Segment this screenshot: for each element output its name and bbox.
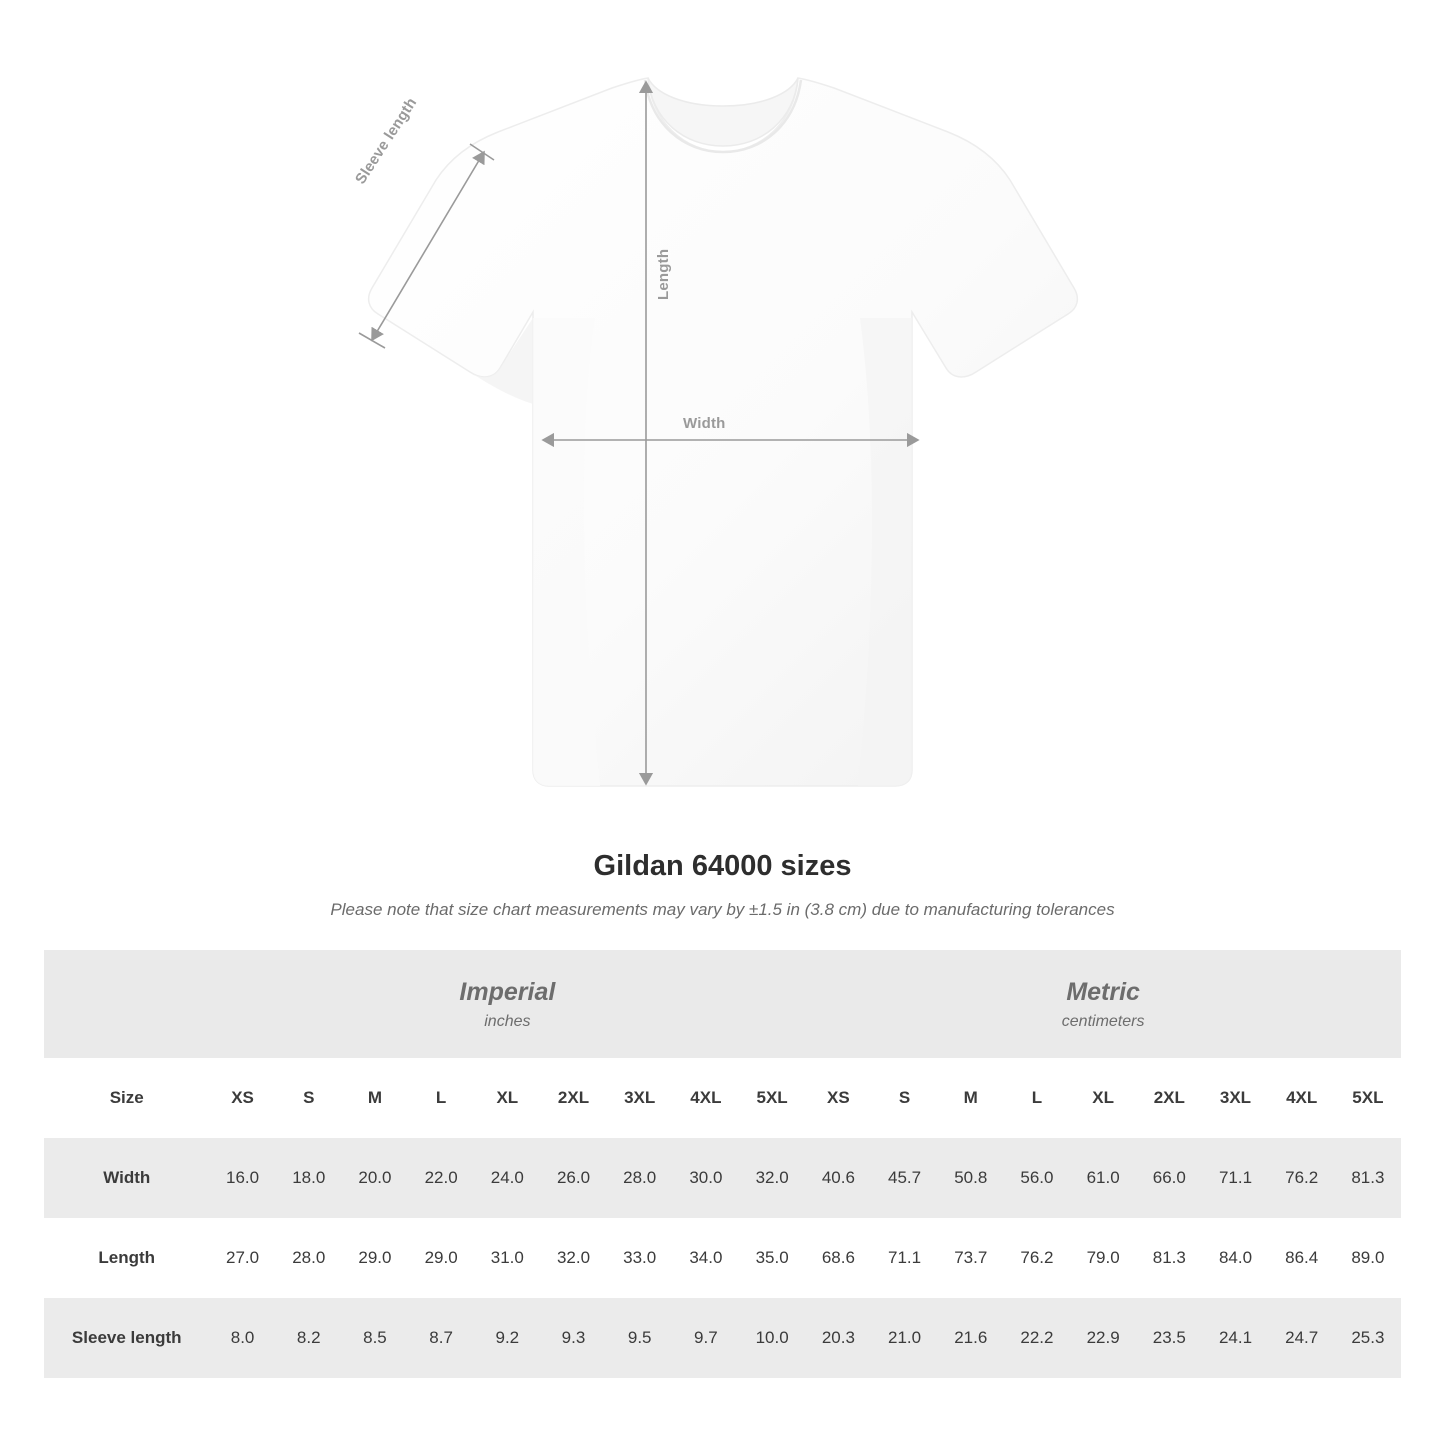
table-cell: 32.0 <box>540 1218 606 1298</box>
size-table <box>44 950 1401 1378</box>
table-cell: 8.5 <box>342 1298 408 1378</box>
size-header-row <box>44 1058 1401 1138</box>
unit-header-row <box>44 950 1401 1058</box>
table-cell: 71.1 <box>1202 1138 1268 1218</box>
size-column-header: 3XL <box>1202 1058 1268 1138</box>
table-cell: 24.7 <box>1269 1298 1335 1378</box>
table-row <box>44 1298 1401 1378</box>
length-dimension-label: Length <box>655 248 672 300</box>
table-cell: 86.4 <box>1269 1218 1335 1298</box>
table-cell: 28.0 <box>607 1138 673 1218</box>
width-dimension-label: Width <box>683 415 726 432</box>
table-cell: 25.3 <box>1335 1298 1401 1378</box>
unit-group-metric-name: Metric <box>1066 978 1140 1007</box>
title-block <box>0 850 1445 920</box>
unit-group-imperial-sub: inches <box>484 1012 531 1030</box>
size-column-header: XL <box>1070 1058 1136 1138</box>
table-cell: 27.0 <box>209 1218 275 1298</box>
table-row <box>44 1218 1401 1298</box>
size-column-header: 3XL <box>607 1058 673 1138</box>
table-cell: 9.2 <box>474 1298 540 1378</box>
table-cell: 22.0 <box>408 1138 474 1218</box>
size-column-header: XL <box>474 1058 540 1138</box>
table-cell: 32.0 <box>739 1138 805 1218</box>
size-column-header: 2XL <box>540 1058 606 1138</box>
size-column-header: M <box>938 1058 1004 1138</box>
table-cell: 9.5 <box>607 1298 673 1378</box>
table-cell: 66.0 <box>1136 1138 1202 1218</box>
table-cell: 33.0 <box>607 1218 673 1298</box>
table-cell: 79.0 <box>1070 1218 1136 1298</box>
table-cell: 22.9 <box>1070 1298 1136 1378</box>
table-cell: 20.3 <box>805 1298 871 1378</box>
table-cell: 22.2 <box>1004 1298 1070 1378</box>
sleeve-length-dimension-label: Sleeve length <box>352 94 421 188</box>
row-label-sleeve-length: Sleeve length <box>44 1298 209 1378</box>
unit-group-imperial <box>209 950 805 1058</box>
table-cell: 20.0 <box>342 1138 408 1218</box>
table-cell: 24.1 <box>1202 1298 1268 1378</box>
table-cell: 30.0 <box>673 1138 739 1218</box>
size-column-header: XS <box>805 1058 871 1138</box>
page-title: Gildan 64000 sizes <box>593 850 852 882</box>
table-cell: 61.0 <box>1070 1138 1136 1218</box>
size-column-header: L <box>408 1058 474 1138</box>
size-table-wrapper <box>44 950 1401 1378</box>
size-column-header: 4XL <box>1269 1058 1335 1138</box>
size-column-header: M <box>342 1058 408 1138</box>
table-cell: 35.0 <box>739 1218 805 1298</box>
table-cell: 34.0 <box>673 1218 739 1298</box>
table-cell: 8.2 <box>276 1298 342 1378</box>
table-cell: 50.8 <box>938 1138 1004 1218</box>
row-label-length: Length <box>44 1218 209 1298</box>
table-cell: 29.0 <box>342 1218 408 1298</box>
table-cell: 76.2 <box>1269 1138 1335 1218</box>
table-cell: 45.7 <box>871 1138 937 1218</box>
unit-group-metric-sub: centimeters <box>1061 1012 1145 1030</box>
unit-group-imperial-name: Imperial <box>459 978 556 1007</box>
table-cell: 81.3 <box>1136 1218 1202 1298</box>
table-cell: 81.3 <box>1335 1138 1401 1218</box>
table-cell: 56.0 <box>1004 1138 1070 1218</box>
table-cell: 8.7 <box>408 1298 474 1378</box>
size-column-header: L <box>1004 1058 1070 1138</box>
table-cell: 29.0 <box>408 1218 474 1298</box>
size-column-header: XS <box>209 1058 275 1138</box>
unit-group-metric <box>805 950 1401 1058</box>
tolerance-note: Please note that size chart measurements may vary by ±1.5 in (3.8 cm) due to manufacturing tolerances <box>330 900 1115 919</box>
table-cell: 73.7 <box>938 1218 1004 1298</box>
size-column-header: 5XL <box>1335 1058 1401 1138</box>
table-cell: 24.0 <box>474 1138 540 1218</box>
size-row-label: Size <box>44 1058 209 1138</box>
table-row <box>44 1138 1401 1218</box>
row-label-width: Width <box>44 1138 209 1218</box>
table-cell: 21.6 <box>938 1298 1004 1378</box>
table-cell: 10.0 <box>739 1298 805 1378</box>
table-cell: 40.6 <box>805 1138 871 1218</box>
table-cell: 21.0 <box>871 1298 937 1378</box>
table-cell: 8.0 <box>209 1298 275 1378</box>
size-column-header: S <box>276 1058 342 1138</box>
table-cell: 9.7 <box>673 1298 739 1378</box>
table-cell: 23.5 <box>1136 1298 1202 1378</box>
table-cell: 76.2 <box>1004 1218 1070 1298</box>
size-column-header: 5XL <box>739 1058 805 1138</box>
table-cell: 9.3 <box>540 1298 606 1378</box>
table-cell: 26.0 <box>540 1138 606 1218</box>
table-cell: 89.0 <box>1335 1218 1401 1298</box>
table-cell: 84.0 <box>1202 1218 1268 1298</box>
table-cell: 68.6 <box>805 1218 871 1298</box>
size-column-header: 2XL <box>1136 1058 1202 1138</box>
table-cell: 16.0 <box>209 1138 275 1218</box>
table-cell: 18.0 <box>276 1138 342 1218</box>
table-cell: 71.1 <box>871 1218 937 1298</box>
table-cell: 28.0 <box>276 1218 342 1298</box>
unit-header-spacer <box>44 950 209 1058</box>
size-column-header: S <box>871 1058 937 1138</box>
size-column-header: 4XL <box>673 1058 739 1138</box>
table-cell: 31.0 <box>474 1218 540 1298</box>
